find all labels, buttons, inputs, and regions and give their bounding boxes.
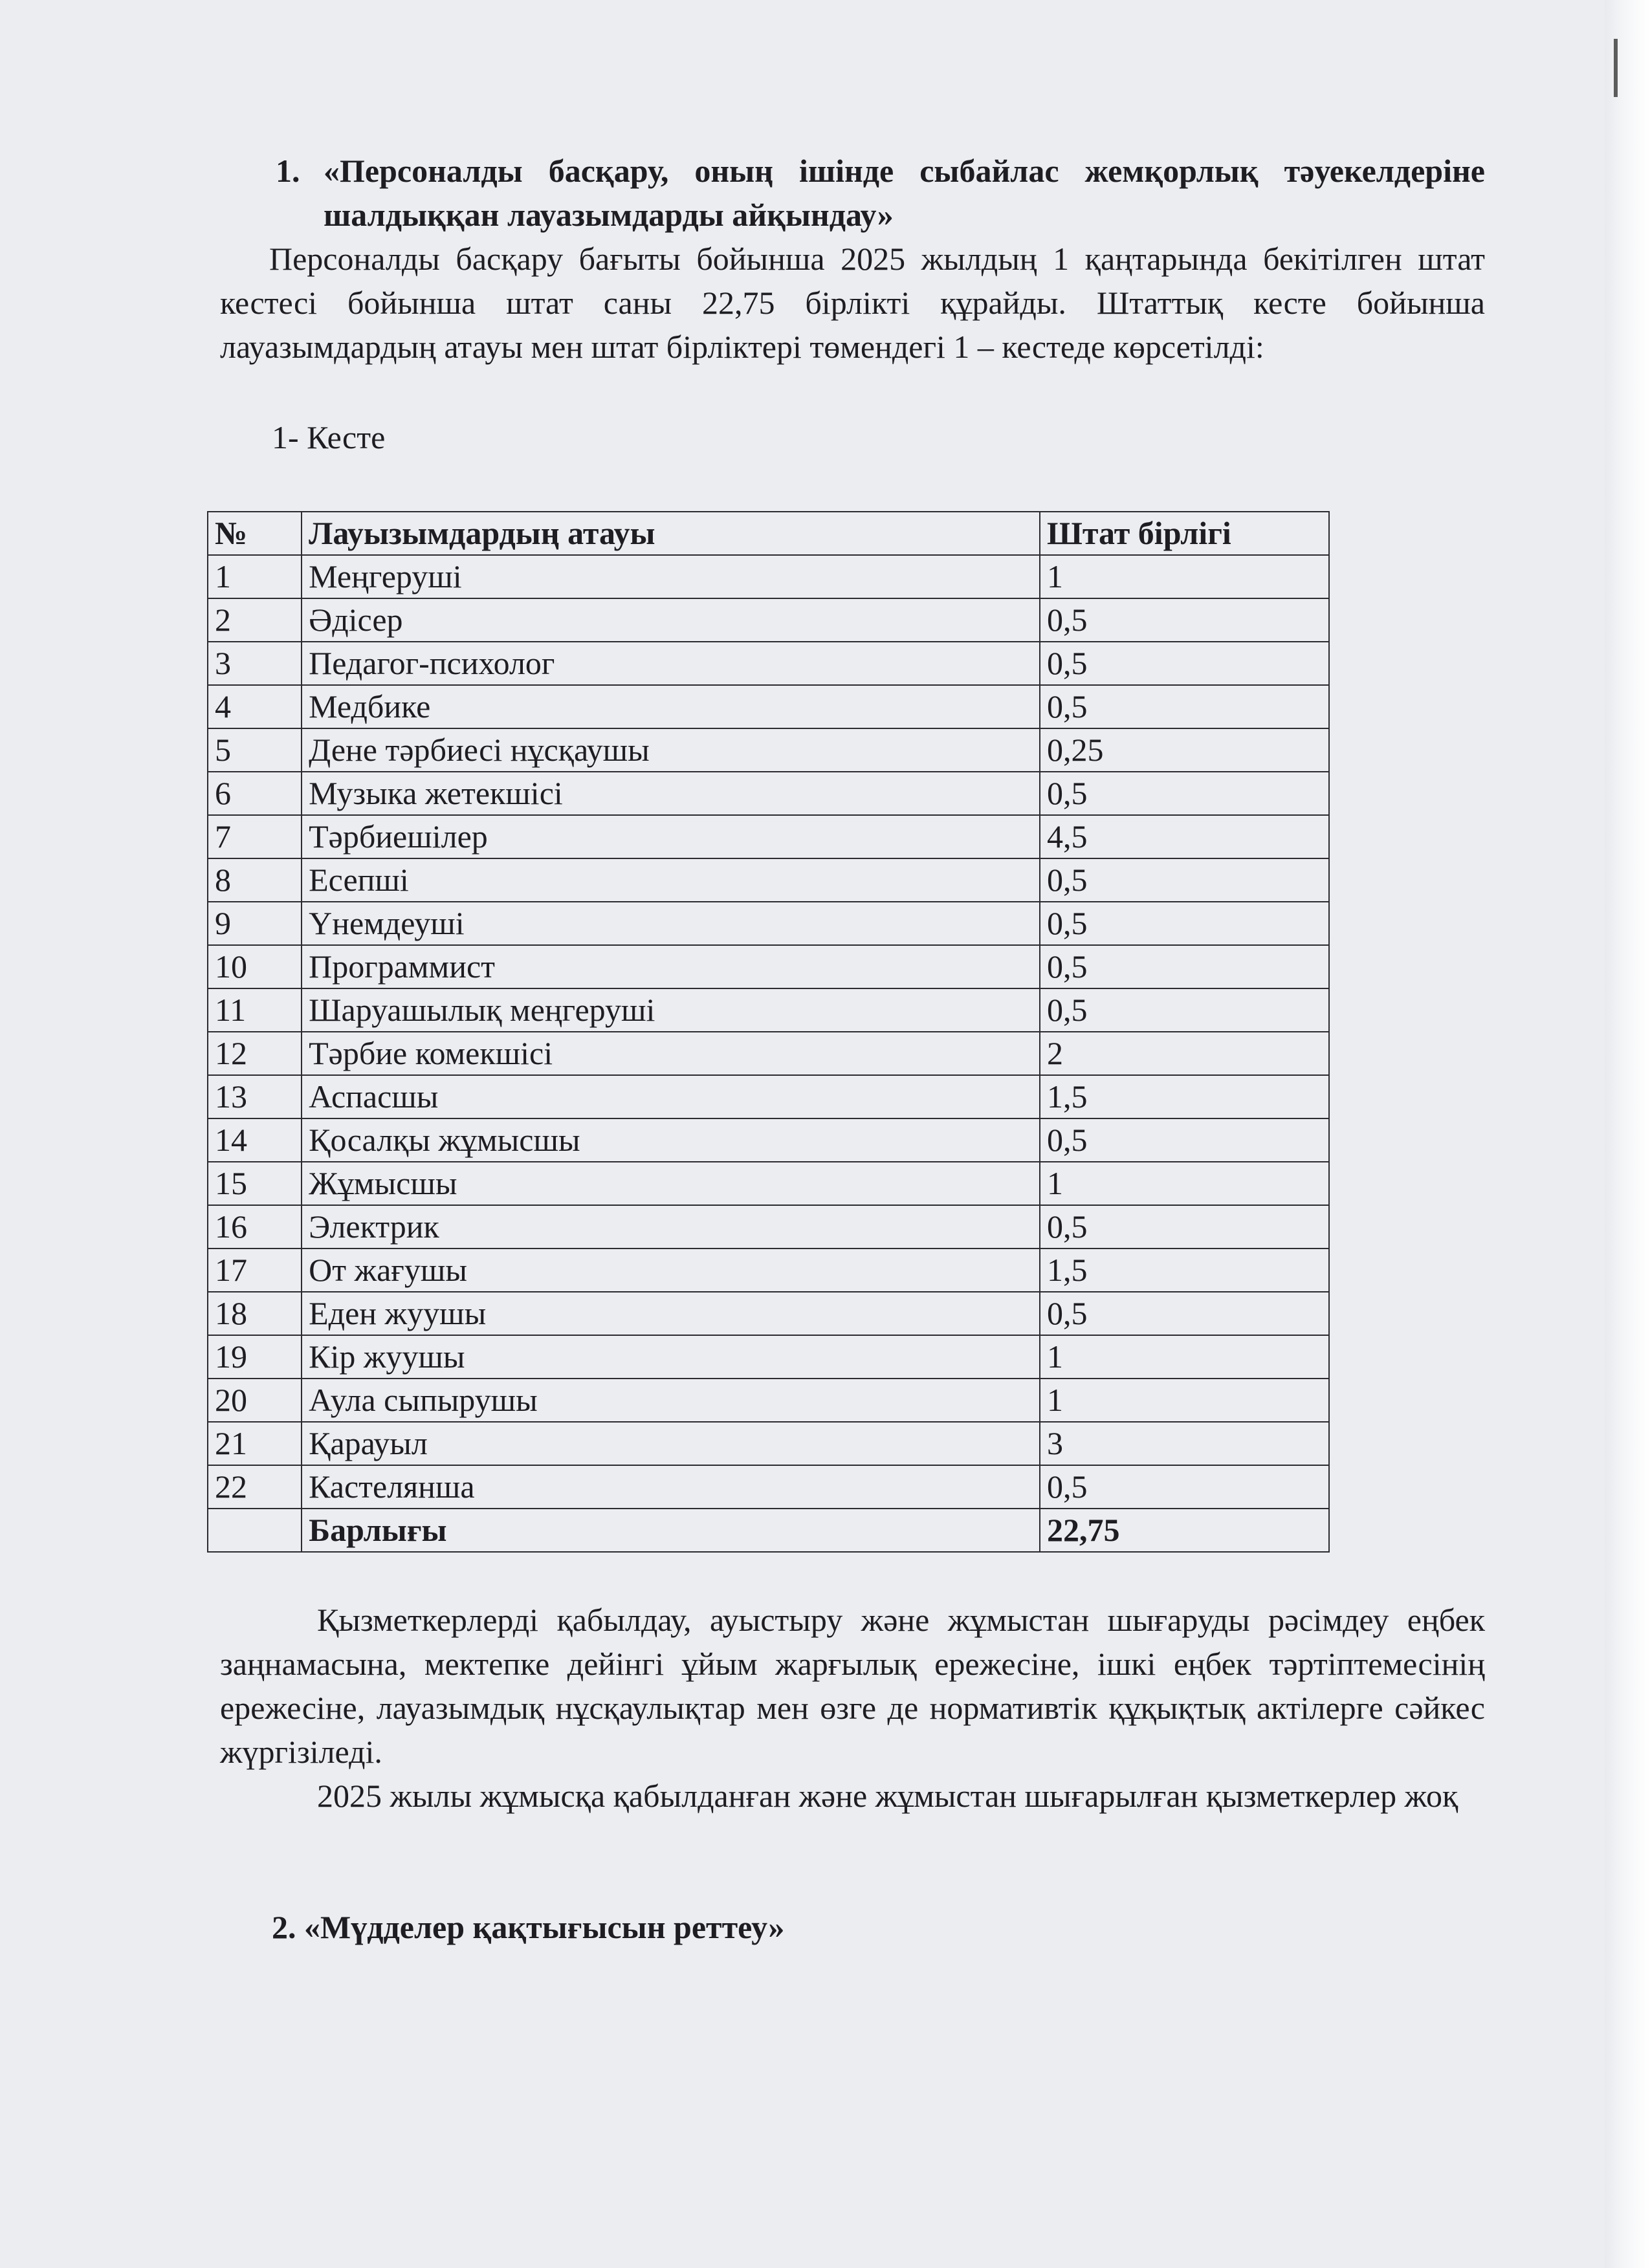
row-units: 0,5 [1040,685,1329,728]
table-row [208,598,1329,642]
section-2-title: «Мүдделер қақтығысын реттеу» [304,1909,785,1945]
row-num: 5 [208,728,302,772]
section-2-number: 2. [272,1909,296,1945]
row-num: 12 [208,1032,302,1075]
table-row [208,815,1329,858]
row-num: 22 [208,1465,302,1509]
row-name: От жағушы [302,1248,1040,1292]
row-units: 0,5 [1040,945,1329,988]
table-total-row [208,1509,1329,1552]
row-name: Еден жуушы [302,1292,1040,1335]
table-row [208,902,1329,945]
row-num: 10 [208,945,302,988]
row-units: 3 [1040,1422,1329,1465]
row-name: Жұмысшы [302,1162,1040,1205]
table-row [208,1075,1329,1118]
row-num: 11 [208,988,302,1032]
row-name: Электрик [302,1205,1040,1248]
row-units: 0,5 [1040,988,1329,1032]
row-units: 4,5 [1040,815,1329,858]
section-1-heading [220,149,1485,237]
table-row [208,1422,1329,1465]
table-row [208,988,1329,1032]
row-units: 1 [1040,1162,1329,1205]
row-name: Аула сыпырушы [302,1379,1040,1422]
table-row [208,555,1329,598]
row-num: 15 [208,1162,302,1205]
table-row [208,1205,1329,1248]
row-units: 0,5 [1040,1465,1329,1509]
row-num: 2 [208,598,302,642]
table-row [208,1465,1329,1509]
section-1-title: «Персоналды басқару, оның ішінде сыбайлас жемқорлық тәуекелдеріне шалдыққан лауазымдарды айқындау» [324,153,1485,233]
header-name: Лауызымдардың атауы [302,512,1040,555]
body-text [220,1598,1485,1818]
row-name: Кір жуушы [302,1335,1040,1379]
row-num: 13 [208,1075,302,1118]
row-num: 4 [208,685,302,728]
row-num: 9 [208,902,302,945]
header-num: № [208,512,302,555]
row-units: 0,5 [1040,598,1329,642]
table-row [208,642,1329,685]
row-units: 0,5 [1040,1205,1329,1248]
row-name: Қарауыл [302,1422,1040,1465]
total-label: Барлығы [302,1509,1040,1552]
row-units: 1 [1040,1379,1329,1422]
row-name: Музыка жетекшісі [302,772,1040,815]
table-caption: 1- Кесте [272,419,386,455]
table-row [208,1292,1329,1335]
row-num: 8 [208,858,302,902]
row-name: Тәрбие комекшісі [302,1032,1040,1075]
section-2-heading [220,1905,1485,1949]
section-1-number: 1. [276,153,300,189]
row-name: Үнемдеуші [302,902,1040,945]
row-num: 7 [208,815,302,858]
row-units: 2 [1040,1032,1329,1075]
row-num: 19 [208,1335,302,1379]
table-header-row [208,512,1329,555]
staff-table [207,511,1330,1553]
header-units: Штат бірлігі [1040,512,1329,555]
row-units: 0,5 [1040,902,1329,945]
row-units: 1,5 [1040,1075,1329,1118]
table-row [208,1032,1329,1075]
table-row [208,1162,1329,1205]
row-name: Тәрбиешілер [302,815,1040,858]
row-num: 3 [208,642,302,685]
row-name: Медбике [302,685,1040,728]
section-1-intro: Персоналды басқару бағыты бойынша 2025 жылдың 1 қаңтарында бекітілген штат кестесі бойынша штат саны 22,75 бірлікті құрайды. Штаттық кесте бойынша лауазымдардың атауы мен штат бірліктері төмендегі 1 – кестеде көрсетілді: [220,241,1485,365]
row-num: 6 [208,772,302,815]
body-paragraph-2: 2025 жылы жұмысқа қабылданған және жұмыстан шығарылған қызметкерлер жоқ [317,1778,1458,1814]
row-name: Дене тәрбиесі нұсқаушы [302,728,1040,772]
scan-edge [1605,0,1650,2268]
document-page [215,149,1485,1949]
table-body [208,555,1329,1552]
row-num: 18 [208,1292,302,1335]
total-num [208,1509,302,1552]
table-row [208,1118,1329,1162]
row-num: 20 [208,1379,302,1422]
row-name: Аспасшы [302,1075,1040,1118]
row-units: 0,5 [1040,858,1329,902]
row-units: 0,5 [1040,642,1329,685]
row-units: 1 [1040,555,1329,598]
row-units: 0,25 [1040,728,1329,772]
row-units: 1 [1040,1335,1329,1379]
table-row [208,1335,1329,1379]
row-num: 21 [208,1422,302,1465]
row-name: Әдісер [302,598,1040,642]
body-paragraph-1: Қызметкерлерді қабылдау, ауыстыру және жұмыстан шығаруды рәсімдеу еңбек заңнамасына, мектепке дейінгі ұйым жарғылық ережесіне, ішкі еңбек тәртіптемесінің ережесіне, лауазымдық нұсқаулықтар мен өзге де нормативтік құқықтық актілерге сәйкес жүргізіледі. [220,1602,1485,1770]
row-num: 14 [208,1118,302,1162]
row-num: 1 [208,555,302,598]
row-name: Есепші [302,858,1040,902]
row-units: 0,5 [1040,772,1329,815]
scan-edge-mark [1614,39,1618,97]
row-name: Меңгеруші [302,555,1040,598]
table-row [208,685,1329,728]
row-name: Шаруашылық меңгеруші [302,988,1040,1032]
table-row [208,858,1329,902]
table-row [208,945,1329,988]
table-row [208,1248,1329,1292]
row-units: 0,5 [1040,1292,1329,1335]
table-row [208,728,1329,772]
row-name: Педагог-психолог [302,642,1040,685]
table-row [208,1379,1329,1422]
table-row [208,772,1329,815]
row-units: 1,5 [1040,1248,1329,1292]
row-name: Программист [302,945,1040,988]
row-num: 17 [208,1248,302,1292]
row-name: Кастелянша [302,1465,1040,1509]
row-name: Қосалқы жұмысшы [302,1118,1040,1162]
row-num: 16 [208,1205,302,1248]
total-units: 22,75 [1040,1509,1329,1552]
row-units: 0,5 [1040,1118,1329,1162]
